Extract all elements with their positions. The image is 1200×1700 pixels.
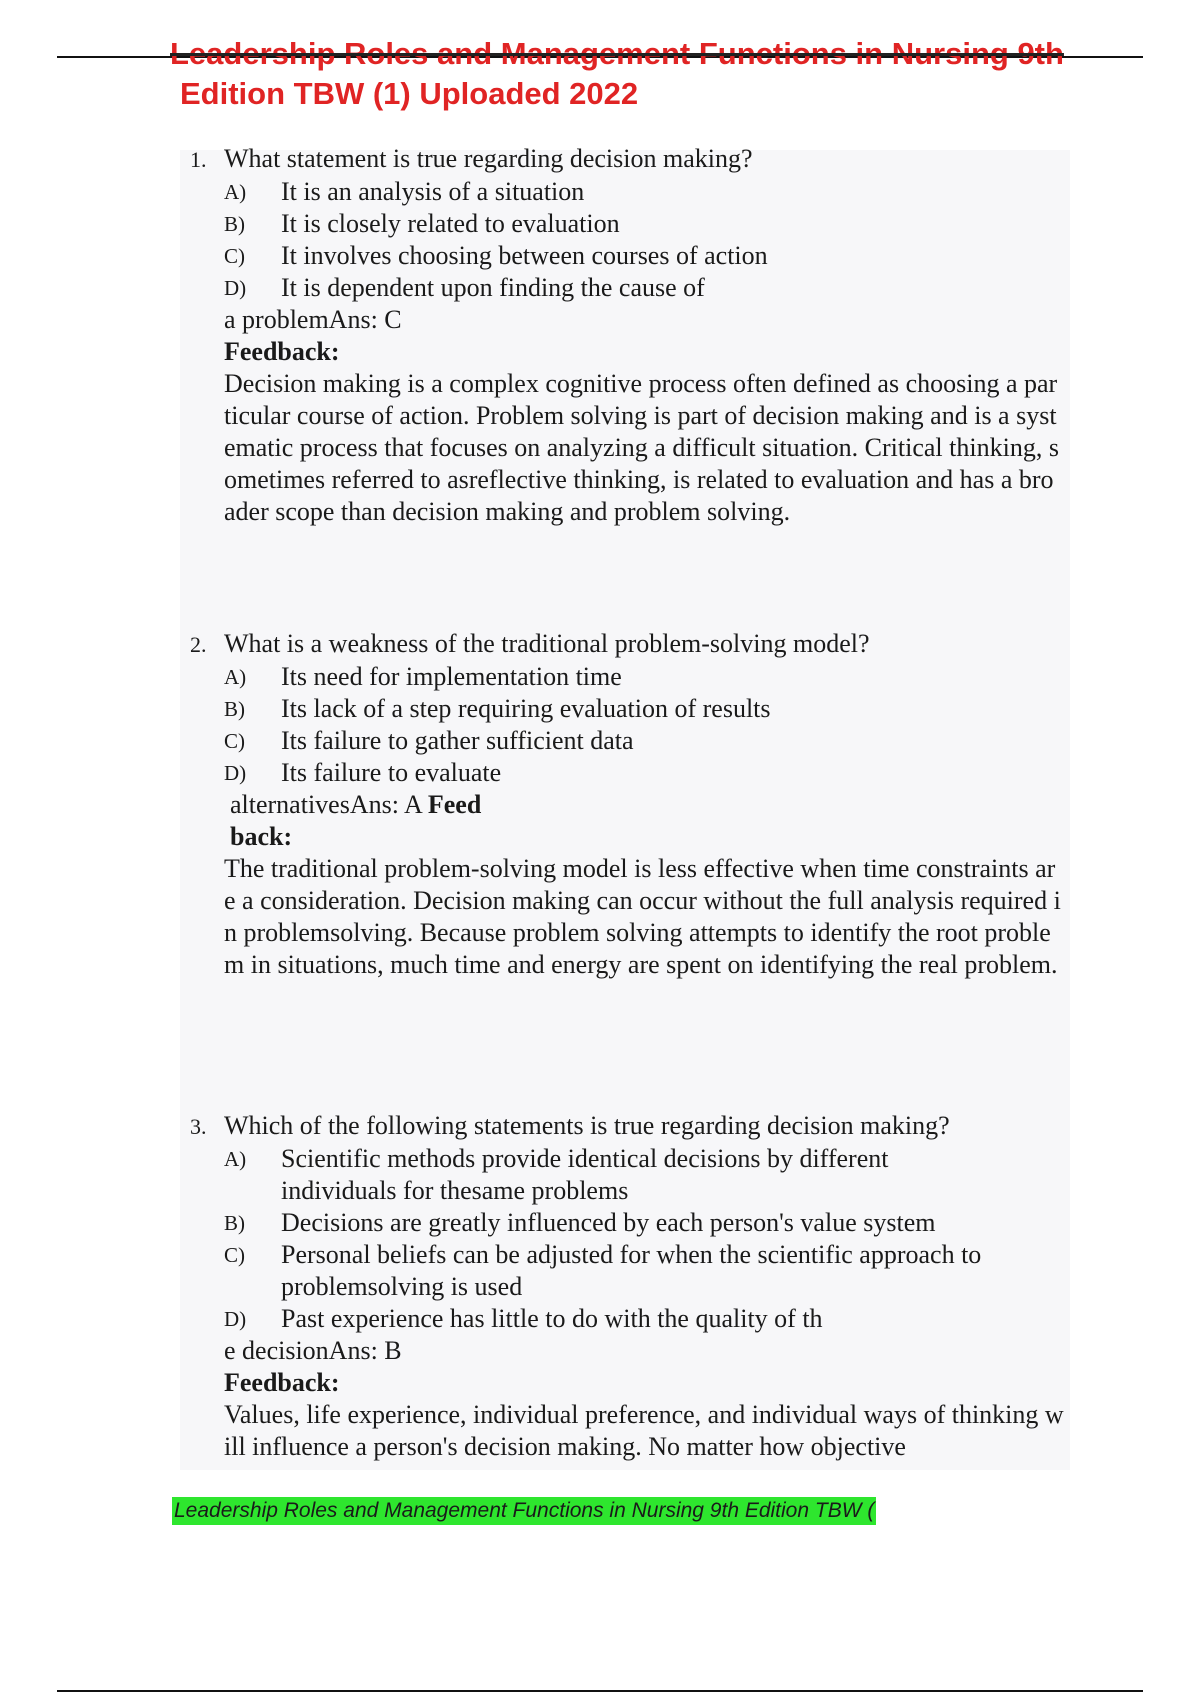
option-letter: B) <box>224 697 245 721</box>
option-letter: A) <box>224 665 247 689</box>
option-text: It is closely related to evaluation <box>281 209 620 238</box>
answer-text: alternativesAns: A <box>230 790 422 819</box>
option-c <box>224 725 1090 757</box>
question-number: 3. <box>190 1114 207 1139</box>
answer-line <box>230 789 1090 821</box>
option-text: It is dependent upon finding the cause of <box>281 273 705 302</box>
bottom-rule <box>57 1690 1143 1692</box>
option-letter: C) <box>224 729 245 753</box>
question-text: What statement is true regarding decision making? <box>224 144 753 173</box>
option-letter: D) <box>224 761 247 785</box>
option-text: It is an analysis of a situation <box>281 177 585 206</box>
option-letter: B) <box>224 212 245 236</box>
answer-line: a problemAns: C <box>224 305 402 334</box>
option-letter: A) <box>224 1147 247 1171</box>
option-a <box>224 661 1090 693</box>
option-text: Scientific methods provide identical decisions by different individuals for thesame problems <box>281 1144 889 1205</box>
option-c <box>224 240 1090 272</box>
option-d <box>224 272 1090 304</box>
option-text: Its lack of a step requiring evaluation of results <box>281 694 771 723</box>
option-letter: D) <box>224 276 247 300</box>
option-text: Its failure to gather sufficient data <box>281 726 634 755</box>
option-letter: B) <box>224 1211 245 1235</box>
question-number: 1. <box>190 147 207 172</box>
feedback-label: Feedback: <box>224 337 340 366</box>
option-text: Personal beliefs can be adjusted for when the scientific approach to problemsolving is used <box>281 1240 982 1301</box>
feedback-text: Values, life experience, individual preference, and individual ways of thinking will influence a person's decision making. No matter how objective <box>224 1400 1064 1461</box>
option-b <box>224 1207 1090 1239</box>
option-d <box>224 757 1090 789</box>
question-1 <box>190 143 1090 528</box>
feedback-label: Feedback: <box>224 1368 340 1397</box>
option-b <box>224 693 1090 725</box>
question-text: What is a weakness of the traditional problem-solving model? <box>224 629 870 658</box>
question-2 <box>190 628 1090 981</box>
footer-highlight: Leadership Roles and Management Functions in Nursing 9th Edition TBW ( <box>172 1497 876 1525</box>
question-number: 2. <box>190 632 207 657</box>
option-letter: D) <box>224 1307 247 1331</box>
option-b <box>224 208 1090 240</box>
option-text: It involves choosing between courses of action <box>281 241 768 270</box>
option-text: Its failure to evaluate <box>281 758 502 787</box>
option-text: Decisions are greatly influenced by each person's value system <box>281 1208 936 1237</box>
option-text: Past experience has little to do with the quality of th <box>281 1304 823 1333</box>
feedback-text: Decision making is a complex cognitive process often defined as choosing a particular course of action. Problem solving is part of decision making and is a systematic process that focuses on analyzing a difficult situation. Critical thinking, sometimes referred to asreflective thinking, is related to evaluation and has a broader scope than decision making and problem solving. <box>224 369 1059 526</box>
option-d <box>224 1303 1090 1335</box>
question-3 <box>190 1110 1090 1463</box>
option-letter: A) <box>224 180 247 204</box>
title-line-2: Edition TBW (1) Uploaded 2022 <box>180 76 639 111</box>
question-text: Which of the following statements is true regarding decision making? <box>224 1111 950 1140</box>
feedback-text: The traditional problem-solving model is less effective when time constraints are a consideration. Decision making can occur without the full analysis required in problemsolving. Because problem solving attempts to identify the root problem in situations, much time and energy are spent on identifying the real problem. <box>224 854 1061 979</box>
option-a <box>224 1143 1090 1207</box>
option-letter: C) <box>224 244 245 268</box>
option-letter: C) <box>224 1243 245 1267</box>
option-a <box>224 176 1090 208</box>
option-text: Its need for implementation time <box>281 662 622 691</box>
title-line-1: Leadership Roles and Management Functions in Nursing 9th <box>170 36 1064 71</box>
option-c <box>224 1239 1090 1303</box>
answer-line: e decisionAns: B <box>224 1336 402 1365</box>
feedback-label: back: <box>230 822 293 851</box>
feedback-label-start: Feed <box>427 790 482 819</box>
